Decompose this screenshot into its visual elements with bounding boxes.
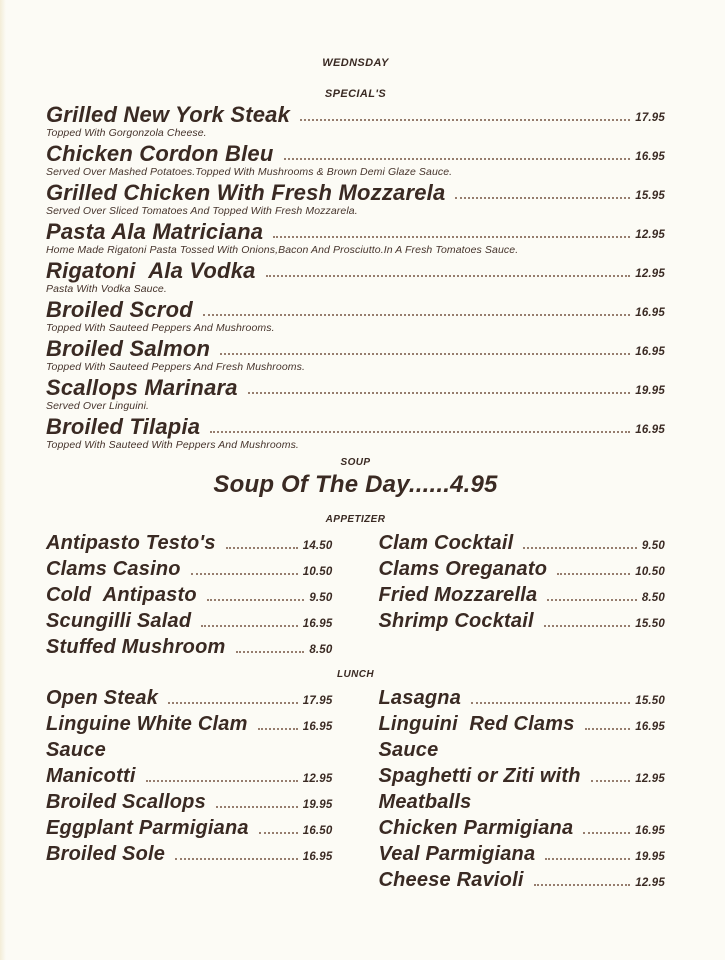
menu-item: [379, 685, 666, 711]
item-price: 12.95: [635, 268, 665, 280]
item-price: 12.95: [302, 772, 333, 785]
item-price: 15.50: [635, 694, 665, 707]
item-name-second-line: Sauce: [46, 738, 106, 761]
item-price: 8.50: [309, 643, 333, 656]
dotted-leader: [191, 608, 302, 634]
item-price: 17.95: [635, 112, 665, 124]
lunch-heading: LUNCH: [337, 668, 374, 680]
dotted-leader: [547, 556, 635, 582]
menu-item: [379, 815, 666, 841]
item-name: Eggplant Parmigiana: [46, 816, 249, 839]
menu-item: [379, 556, 666, 582]
menu-item-row: [379, 867, 666, 893]
menu-item: [46, 220, 665, 257]
menu-item-row: [379, 556, 666, 582]
menu-item-row: [46, 789, 333, 815]
specials-heading: SPECIAL'S: [324, 88, 387, 100]
menu-item-row: [379, 530, 666, 556]
item-name: Open Steak: [46, 686, 159, 709]
item-name-second-line-row: [379, 789, 666, 815]
dotted-leader: [238, 376, 636, 400]
menu-item-row: [46, 608, 333, 634]
item-name: Linguini Red Clams: [378, 712, 575, 735]
dotted-leader: [256, 259, 636, 283]
menu-item-row: [46, 220, 665, 244]
dotted-leader: [535, 841, 635, 867]
menu-item-row: [46, 711, 333, 737]
item-description: Served Over Linguini.: [46, 400, 150, 412]
menu-item-row: [46, 556, 333, 582]
menu-item: [46, 298, 665, 335]
item-description: Topped With Sauteed With Peppers And Mushrooms.: [46, 439, 299, 451]
menu-item-row: [46, 337, 665, 361]
item-price: 16.95: [635, 346, 665, 358]
menu-item-row: [46, 634, 333, 660]
item-name-second-line-row: [46, 737, 333, 763]
dotted-leader: [274, 142, 636, 166]
item-price: 9.50: [641, 539, 665, 552]
item-price: 16.95: [635, 720, 665, 733]
menu-item-row: [46, 685, 333, 711]
menu-item-row: [379, 608, 666, 634]
menu-item: [46, 608, 333, 634]
item-name: Chicken Cordon Bleu: [46, 141, 274, 166]
item-price: 19.95: [635, 385, 665, 397]
item-name: Broiled Sole: [46, 842, 166, 865]
item-name: Spaghetti or Ziti with: [378, 764, 581, 787]
item-price: 17.95: [302, 694, 333, 707]
menu-item: [46, 841, 333, 867]
menu-item: [46, 415, 665, 452]
item-description: Topped With Gorgonzola Cheese.: [46, 127, 207, 139]
menu-item: [379, 530, 666, 556]
dotted-leader: [158, 685, 303, 711]
item-name: Broiled Tilapia: [46, 414, 201, 439]
item-price: 15.95: [635, 190, 665, 202]
dotted-leader: [573, 815, 635, 841]
menu-item: [379, 608, 666, 634]
item-name: Clams Casino: [46, 557, 181, 580]
menu-item: [46, 763, 333, 789]
menu-item-row: [379, 711, 666, 737]
item-name: Lasagna: [378, 686, 462, 709]
menu-item-row: [379, 582, 666, 608]
dotted-leader: [534, 608, 635, 634]
menu-item-row: [46, 763, 333, 789]
item-name-second-line-row: [379, 737, 666, 763]
item-price: 16.95: [302, 720, 333, 733]
item-price: 10.50: [302, 565, 333, 578]
item-price: 9.50: [309, 591, 333, 604]
item-price: 12.95: [635, 772, 665, 785]
item-name: Grilled New York Steak: [46, 102, 291, 127]
item-name: Scallops Marinara: [46, 375, 238, 400]
item-name: Cold Antipasto: [46, 583, 197, 606]
menu-item: [46, 815, 333, 841]
item-price: 12.95: [635, 876, 665, 889]
menu-item: [46, 142, 665, 179]
menu-item-row: [46, 103, 665, 127]
item-name: Broiled Salmon: [46, 336, 211, 361]
menu-item-row: [46, 530, 333, 556]
item-name: Fried Mozzarella: [378, 583, 538, 606]
item-price: 16.95: [635, 824, 665, 837]
item-name: Stuffed Mushroom: [46, 635, 226, 658]
dotted-leader: [581, 763, 636, 789]
menu-item: [379, 763, 666, 815]
menu-item-row: [46, 815, 333, 841]
item-name: Broiled Scrod: [46, 297, 193, 322]
item-name: Clam Cocktail: [378, 531, 514, 554]
menu-item-row: [46, 259, 665, 283]
menu-item: [46, 259, 665, 296]
item-name: Chicken Parmigiana: [378, 816, 574, 839]
dotted-leader: [290, 103, 635, 127]
dotted-leader: [248, 711, 303, 737]
menu-item: [46, 181, 665, 218]
item-price: 15.50: [635, 617, 665, 630]
menu-item-row: [46, 142, 665, 166]
item-description: Served Over Sliced Tomatoes And Topped With Fresh Mozzarela.: [46, 205, 358, 217]
lunch-column-right: [379, 685, 666, 893]
menu-day-title: WEDNSDAY: [322, 57, 389, 69]
item-price: 10.50: [635, 565, 665, 578]
dotted-leader: [461, 685, 635, 711]
dotted-leader: [263, 220, 635, 244]
menu-item: [46, 789, 333, 815]
dotted-leader: [181, 556, 303, 582]
menu-item-row: [379, 841, 666, 867]
dotted-leader: [445, 181, 635, 205]
dotted-leader: [197, 582, 310, 608]
dotted-leader: [575, 711, 636, 737]
menu-item-row: [46, 181, 665, 205]
menu-item-row: [379, 685, 666, 711]
item-name: Manicotti: [46, 764, 136, 787]
item-price: 16.95: [302, 617, 333, 630]
item-description: Topped With Sauteed Peppers And Mushrooms.: [46, 322, 275, 334]
dotted-leader: [216, 530, 303, 556]
item-name: Cheese Ravioli: [378, 868, 524, 891]
menu-item: [46, 685, 333, 711]
menu-item: [46, 103, 665, 140]
menu-item: [46, 530, 333, 556]
item-name: Rigatoni Ala Vodka: [46, 258, 256, 283]
item-price: 16.95: [635, 307, 665, 319]
dotted-leader: [524, 867, 636, 893]
item-price: 14.50: [302, 539, 333, 552]
item-name-second-line: Sauce: [378, 738, 439, 761]
item-name: Broiled Scallops: [46, 790, 206, 813]
menu-item: [46, 582, 333, 608]
menu-item: [46, 634, 333, 660]
menu-item: [379, 582, 666, 608]
item-price: 16.95: [635, 424, 665, 436]
menu-item-row: [46, 298, 665, 322]
item-price: 8.50: [641, 591, 665, 604]
menu-item-row: [46, 415, 665, 439]
dotted-leader: [537, 582, 642, 608]
item-price: 16.50: [302, 824, 333, 837]
menu-item-row: [46, 841, 333, 867]
menu-item: [46, 337, 665, 374]
dotted-leader: [226, 634, 310, 660]
item-name: Clams Oreganato: [378, 557, 548, 580]
menu-item: [46, 711, 333, 763]
item-price: 19.95: [302, 798, 333, 811]
dotted-leader: [206, 789, 303, 815]
menu-item-row: [379, 763, 666, 789]
soup-of-the-day-line: Soup Of The Day......4.95: [213, 470, 498, 498]
item-description: Served Over Mashed Potatoes.Topped With Mushrooms & Brown Demi Glaze Sauce.: [46, 166, 453, 178]
item-price: 12.95: [635, 229, 665, 241]
dotted-leader: [513, 530, 641, 556]
dotted-leader: [165, 841, 303, 867]
appetizer-columns: [46, 530, 665, 660]
dotted-leader: [200, 415, 635, 439]
appetizer-column-left: [46, 530, 333, 660]
item-name: Pasta Ala Matriciana: [46, 219, 264, 244]
dotted-leader: [249, 815, 303, 841]
lunch-columns: [46, 685, 665, 893]
appetizer-column-right: [379, 530, 666, 660]
item-name: Antipasto Testo's: [46, 531, 216, 554]
dotted-leader: [193, 298, 635, 322]
item-name: Shrimp Cocktail: [378, 609, 534, 632]
specials-list: [46, 103, 665, 452]
appetizer-heading: APPETIZER: [325, 513, 386, 525]
item-description: Pasta With Vodka Sauce.: [46, 283, 167, 295]
item-description: Home Made Rigatoni Pasta Tossed With Onions,Bacon And Prosciutto.In A Fresh Tomatoes Sauce.: [46, 244, 519, 256]
menu-item: [46, 556, 333, 582]
menu-item-row: [46, 582, 333, 608]
item-name-second-line: Meatballs: [378, 790, 472, 813]
menu-item-row: [379, 815, 666, 841]
item-name: Veal Parmigiana: [378, 842, 536, 865]
item-price: 16.95: [635, 151, 665, 163]
lunch-column-left: [46, 685, 333, 893]
item-name: Grilled Chicken With Fresh Mozzarela: [46, 180, 446, 205]
item-name: Scungilli Salad: [46, 609, 192, 632]
item-description: Topped With Sauteed Peppers And Fresh Mushrooms.: [46, 361, 305, 373]
menu-item: [46, 376, 665, 413]
soup-heading: SOUP: [340, 456, 371, 468]
dotted-leader: [136, 763, 303, 789]
menu-item: [379, 711, 666, 763]
menu-item-row: [46, 376, 665, 400]
dotted-leader: [210, 337, 635, 361]
item-price: 16.95: [302, 850, 333, 863]
menu-item: [379, 841, 666, 867]
item-price: 19.95: [635, 850, 665, 863]
item-name: Linguine White Clam: [46, 712, 248, 735]
menu-item: [379, 867, 666, 893]
